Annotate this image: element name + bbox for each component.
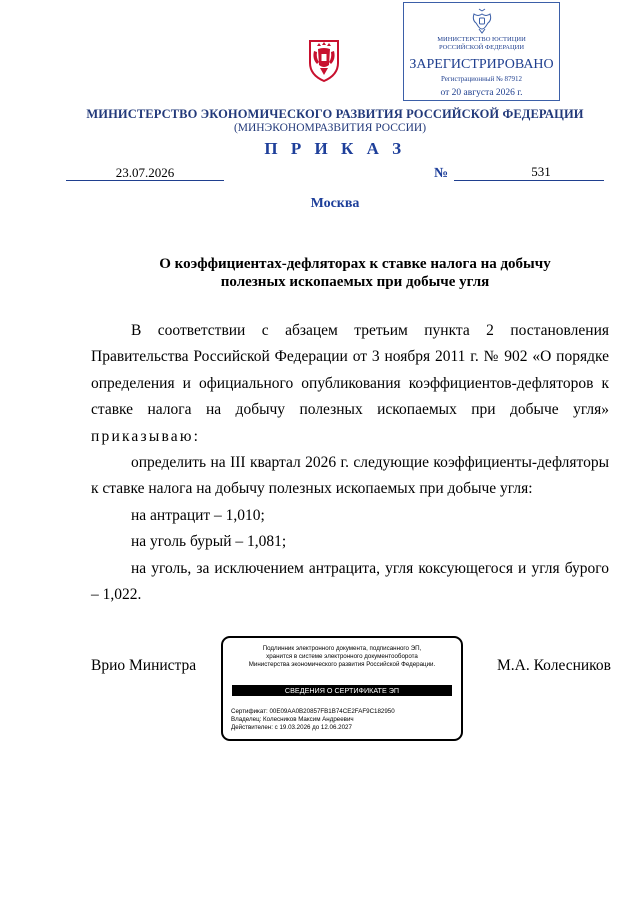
order-body [91, 318, 609, 608]
e-signature-line-2: хранится в системе электронного документооборота [266, 653, 418, 660]
signer-name: М.А. Колесников [497, 657, 611, 674]
order-date: 23.07.2026 [115, 165, 175, 180]
document-type: П Р И К А З [264, 139, 406, 158]
number-sign: № [434, 166, 449, 181]
signer-position: Врио Министра [91, 657, 197, 674]
date-underline [66, 180, 224, 181]
title-line-2: полезных ископаемых при добыче угля [220, 274, 490, 290]
justice-emblem-icon [470, 8, 494, 34]
certificate-owner: Владелец: Колесников Максим Андреевич [231, 716, 354, 724]
paragraph-determination: определить на III квартал 2026 г. следующие коэффициенты-дефляторы к ставке налога на добычу полезных ископаемых при добыче угля: [91, 454, 609, 498]
order-title [120, 255, 590, 291]
basis-text: В соответствии с абзацем третьим пункта 2 постановления Правительства Российской Федерации от 3 ноября 2011 г. № 902 «О порядке определения и официального опубликования коэффициентов-дефляторов к ставке налога на добычу полезных ископаемых при добыче угля» [91, 322, 609, 419]
stamp-line-2: РОССИЙСКОЙ ФЕДЕРАЦИИ [438, 44, 525, 51]
certificate-details [231, 708, 395, 733]
coefficient-anthracite: на антрацит – 1,010; [131, 506, 265, 524]
ministry-short-name: (МИНЭКОНОМРАЗВИТИЯ РОССИИ) [233, 122, 427, 134]
paragraph-basis [91, 318, 609, 450]
stamp-ministry [404, 36, 559, 52]
e-signature-line-1: Подлинник электронного документа, подписанного ЭП, [262, 645, 422, 652]
coefficient-brown-coal: на уголь бурый – 1,081; [131, 533, 287, 551]
russian-coat-of-arms-icon [306, 37, 342, 83]
title-line-1: О коэффициентах-дефляторах к ставке налога на добычу [159, 256, 551, 272]
stamp-date: от 20 августа 2026 г. [440, 88, 523, 98]
city: Москва [310, 196, 360, 211]
e-signature-header [223, 645, 461, 669]
number-underline [454, 180, 604, 181]
ministry-name: МИНИСТЕРСТВО ЭКОНОМИЧЕСКОГО РАЗВИТИЯ РОССИЙСКОЙ ФЕДЕРАЦИИ [86, 107, 584, 121]
registration-stamp [403, 2, 560, 101]
certificate-validity: Действителен: с 19.03.2026 до 12.06.2027 [231, 724, 352, 732]
order-verb: приказываю: [91, 427, 201, 445]
stamp-status: ЗАРЕГИСТРИРОВАНО [409, 57, 554, 72]
stamp-line-1: МИНИСТЕРСТВО ЮСТИЦИИ [437, 36, 526, 43]
certificate-serial: Сертификат: 00E09AA0B20857FB1B74CE2FAF9C182950 [231, 708, 395, 715]
coefficient-other-coal: на уголь, за исключением антрацита, угля коксующегося и угля бурого – 1,022. [91, 559, 609, 604]
certificate-info-bar: СВЕДЕНИЯ О СЕРТИФИКАТЕ ЭП [232, 685, 452, 696]
e-signature-line-3: Министерства экономического развития Российской Федерации. [248, 661, 436, 668]
e-signature-box [221, 636, 463, 741]
stamp-reg-number: Регистрационный № 87912 [441, 75, 522, 83]
order-number: 531 [531, 164, 551, 179]
